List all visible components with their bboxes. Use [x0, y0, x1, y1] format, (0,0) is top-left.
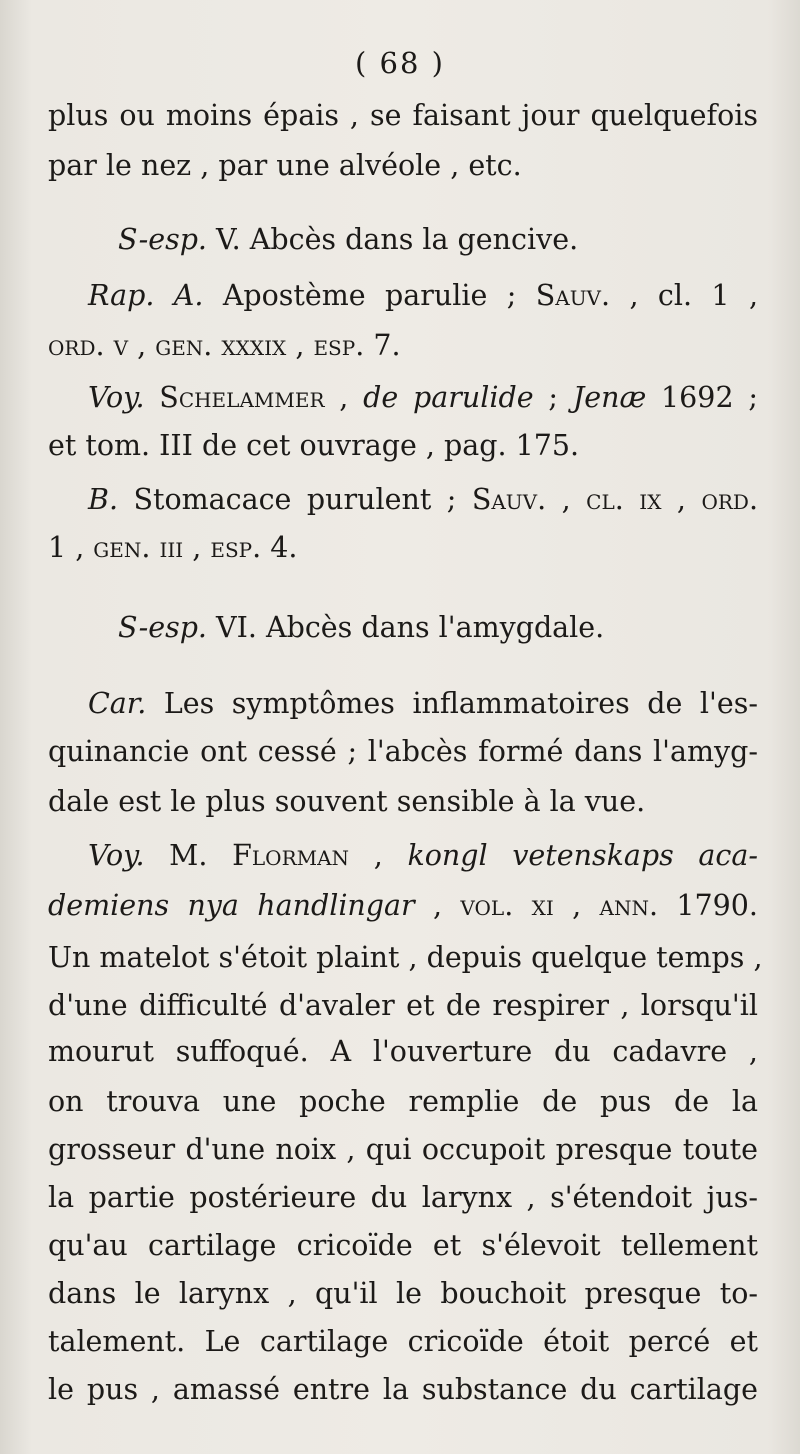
text-line-ord-v: ord. v , gen. xxxix , esp. 7.	[48, 329, 401, 362]
text-line-19: on trouva une poche remplie de pus de la	[48, 1085, 758, 1118]
text-line-gen-iii: 1 , gen. iii , esp. 4.	[48, 531, 298, 564]
text-line-16: Un matelot s'étoit plaint , depuis quelque temps ,	[48, 941, 763, 974]
section-heading-sesp-vi: S-esp. VI. Abcès dans l'amygdale.	[118, 611, 605, 644]
text-line-24: talement. Le cartilage cricoïde étoit percé et	[48, 1325, 758, 1358]
text-line-18: mourut suffoqué. A l'ouverture du cadavre ,	[48, 1035, 758, 1068]
text-line-tom-iii: et tom. III de cet ouvrage , pag. 175.	[48, 429, 580, 462]
text-line-b-stomacace: B. Stomacace purulent ; Sauv. , cl. ix , ord.	[88, 483, 759, 516]
text-line-demiens: demiens nya handlingar , vol. xi , ann. 1790.	[48, 889, 758, 922]
page-number: ( 68 )	[355, 46, 445, 80]
text-line-rap-a: Rap. A. Apostème parulie ; Sauv. , cl. 1 ,	[88, 279, 758, 312]
text-line-voy-florman: Voy. M. Florman , kongl vetenskaps aca-	[88, 839, 758, 872]
text-line-17: d'une difficulté d'avaler et de respirer , lorsqu'il	[48, 989, 758, 1022]
text-line-voy-schelammer: Voy. Schelammer , de parulide ; Jenæ 1692 ;	[88, 381, 758, 414]
section-heading-sesp-v: S-esp. V. Abcès dans la gencive.	[118, 223, 579, 256]
text-line-25: le pus , amassé entre la substance du cartilage	[48, 1373, 758, 1406]
text-line-car: Car. Les symptômes inflammatoires de l'es-	[88, 687, 758, 720]
text-line-22: qu'au cartilage cricoïde et s'élevoit tellement	[48, 1229, 758, 1262]
text-line-1: plus ou moins épais , se faisant jour quelquefois	[48, 99, 758, 132]
text-line-23: dans le larynx , qu'il le bouchoit presque to-	[48, 1277, 758, 1310]
text-line-2: par le nez , par une alvéole , etc.	[48, 149, 522, 182]
text-line-21: la partie postérieure du larynx , s'étendoit jus-	[48, 1181, 758, 1214]
text-line-20: grosseur d'une noix , qui occupoit presque toute	[48, 1133, 758, 1166]
text-line-dale: dale est le plus souvent sensible à la vue.	[48, 785, 646, 818]
text-line-quinancie: quinancie ont cessé ; l'abcès formé dans l'amyg-	[48, 735, 758, 768]
